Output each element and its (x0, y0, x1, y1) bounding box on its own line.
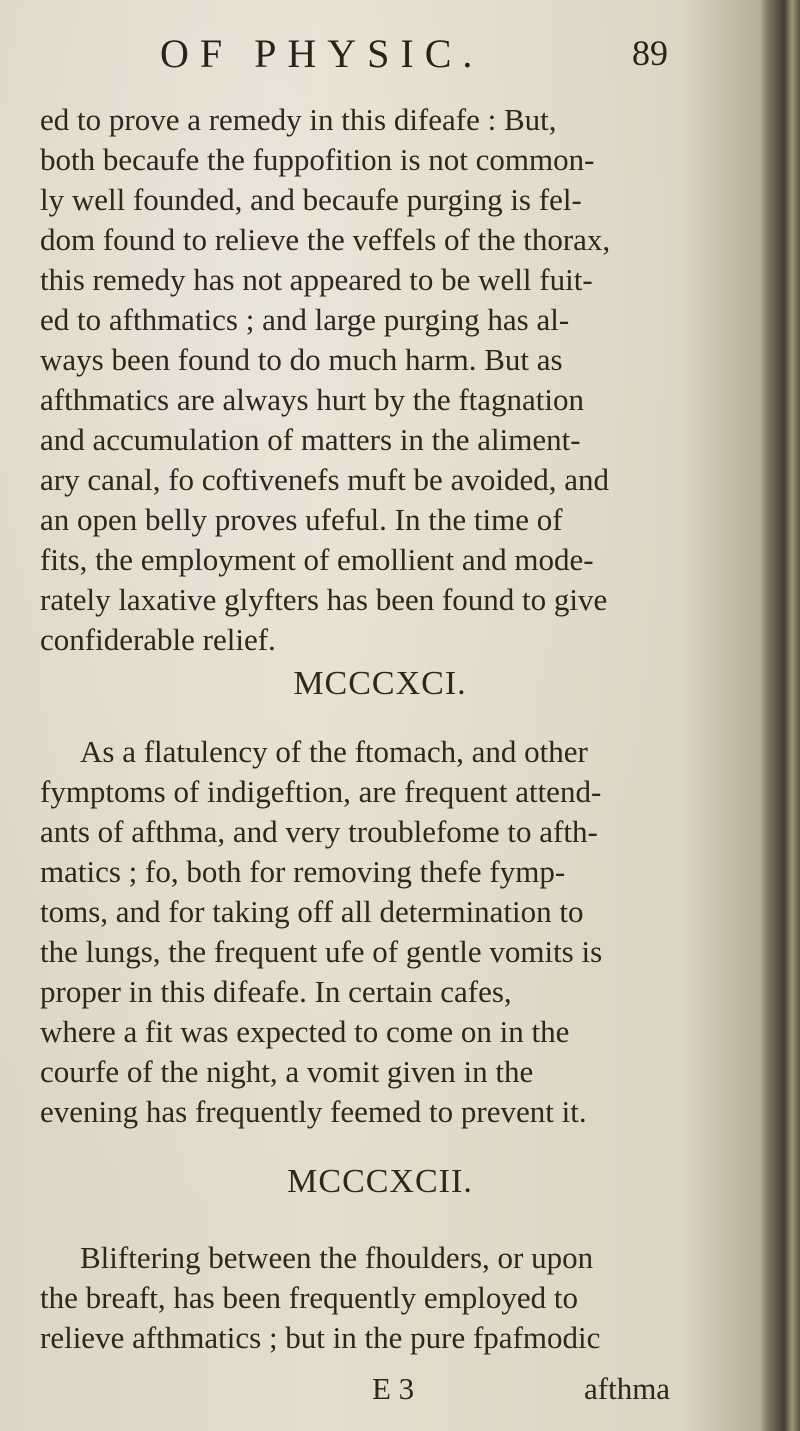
page-footer (0, 1371, 760, 1411)
text-line: afthmatics are always hurt by the ftagnation (40, 382, 585, 417)
text-line: proper in this difeafe. In certain cafes, (40, 974, 512, 1009)
text-line: ly well founded, and becaufe purging is fel- (40, 182, 582, 217)
text-line: an open belly proves ufeful. In the time of (40, 502, 563, 537)
running-title: OF PHYSIC. (160, 31, 484, 76)
text-line: toms, and for taking off all determination to (40, 894, 584, 929)
text-line: dom found to relieve the veffels of the thorax, (40, 222, 611, 257)
text-line: rately laxative glyfters has been found to give (40, 582, 608, 617)
page-number: 89 (632, 33, 668, 73)
catchword: afthma (584, 1371, 671, 1406)
section-paragraph (40, 732, 740, 1132)
text-line: and accumulation of matters in the aliment- (40, 422, 581, 457)
text-line: Bliftering between the fhoulders, or upon (80, 1240, 594, 1275)
text-line: the breaft, has been frequently employed to (40, 1280, 578, 1315)
text-line: evening has frequently feemed to prevent it. (40, 1094, 587, 1129)
text-line: ed to afthmatics ; and large purging has al- (40, 302, 570, 337)
text-line: ways been found to do much harm. But as (40, 342, 563, 377)
text-line: ary canal, fo coftivenefs muft be avoided, and (40, 462, 609, 497)
text-line: ants of afthma, and very troublefome to afth- (40, 814, 598, 849)
text-line: the lungs, the frequent ufe of gentle vomits is (40, 934, 603, 969)
section-number: MCCCXCII. (287, 1163, 473, 1200)
running-head (0, 30, 760, 90)
text-line: fits, the employment of emollient and mode- (40, 542, 594, 577)
text-line: courfe of the night, a vomit given in the (40, 1054, 534, 1089)
text-line: where a fit was expected to come on in the (40, 1014, 570, 1049)
text-line: fymptoms of indigeftion, are frequent attend- (40, 774, 602, 809)
paragraph-continued (40, 100, 740, 660)
text-line: As a flatulency of the ftomach, and other (80, 734, 588, 769)
text-line: relieve afthmatics ; but in the pure fpafmodic (40, 1320, 601, 1355)
text-line: both becaufe the fuppofition is not common- (40, 142, 595, 177)
text-line: confiderable relief. (40, 622, 276, 657)
section-number: MCCCXCI. (293, 665, 467, 702)
text-line: this remedy has not appeared to be well fuit- (40, 262, 593, 297)
text-line: matics ; fo, both for removing thefe fymp- (40, 854, 566, 889)
section-paragraph (40, 1238, 740, 1358)
book-binding-edge (760, 0, 800, 1431)
signature-mark: E 3 (372, 1371, 415, 1406)
text-line: ed to prove a remedy in this difeafe : But, (40, 102, 557, 137)
